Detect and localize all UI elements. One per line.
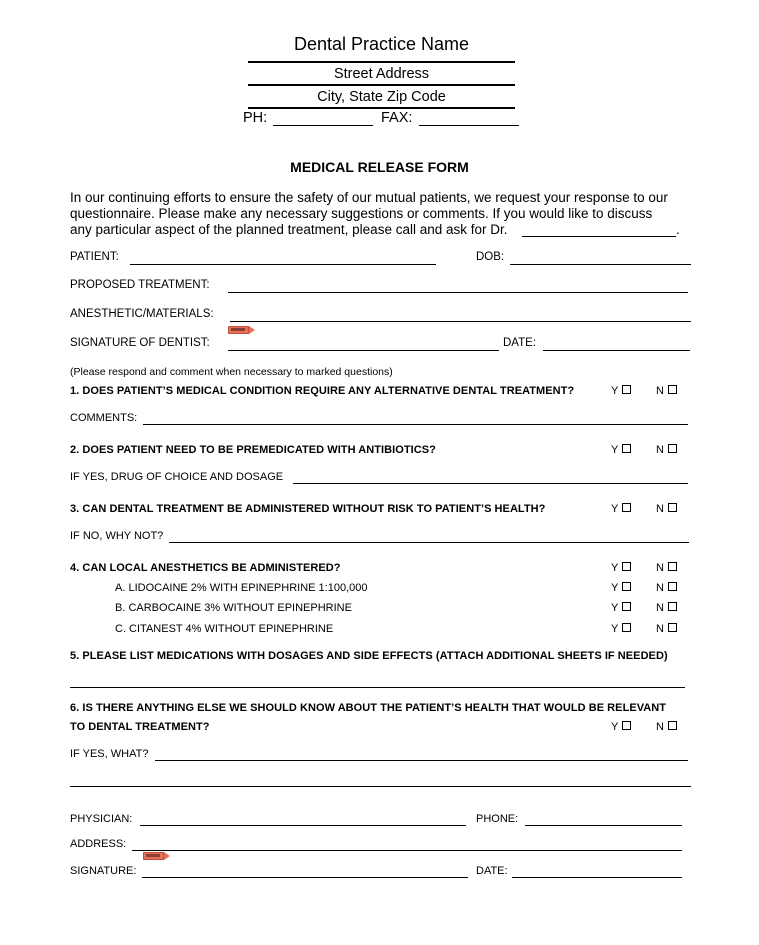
phone-label: PH: — [243, 110, 268, 126]
checkbox-icon — [668, 623, 677, 632]
question-6: 6. IS THERE ANYTHING ELSE WE SHOULD KNOW ABOUT THE PATIENT’S HEALTH THAT WOULD BE RELEVANT — [70, 702, 667, 714]
city-state-zip: City, State Zip Code — [317, 89, 446, 105]
comments-field[interactable] — [143, 424, 688, 425]
street-address: Street Address — [333, 66, 430, 82]
anesthetic-field[interactable] — [230, 321, 691, 322]
checkbox-icon — [668, 602, 677, 611]
checkbox-icon — [622, 623, 631, 632]
sign-here-flag[interactable] — [228, 326, 254, 334]
instructions: (Please respond and comment when necessary to marked questions) — [70, 366, 393, 378]
question-1: 1. DOES PATIENT’S MEDICAL CONDITION REQUIRE ANY ALTERNATIVE DENTAL TREATMENT? — [70, 385, 575, 397]
physician-phone-field[interactable] — [525, 825, 682, 826]
no-checkbox[interactable]: N — [656, 623, 677, 635]
date-label: DATE: — [503, 337, 537, 349]
address-label: ADDRESS: — [70, 838, 127, 850]
no-checkbox[interactable]: N — [656, 562, 677, 574]
no-checkbox[interactable]: N — [656, 444, 677, 456]
yes-checkbox[interactable]: Y — [611, 582, 631, 594]
anesthetic-option-a: A. LIDOCAINE 2% WITH EPINEPHRINE 1:100,000 — [115, 582, 368, 594]
yes-checkbox[interactable]: Y — [611, 721, 631, 733]
phone-field[interactable] — [273, 125, 373, 126]
checkbox-icon — [668, 721, 677, 730]
yes-checkbox[interactable]: Y — [611, 385, 631, 397]
checkbox-icon — [668, 503, 677, 512]
sign-here-flag[interactable] — [143, 852, 169, 860]
question-3: 3. CAN DENTAL TREATMENT BE ADMINISTERED WITHOUT RISK TO PATIENT’S HEALTH? — [70, 503, 546, 515]
patient-field[interactable] — [130, 264, 436, 265]
header-divider — [248, 107, 515, 109]
checkbox-icon — [622, 444, 631, 453]
proposed-treatment-field[interactable] — [228, 292, 688, 293]
header-divider — [248, 61, 515, 63]
intro-line-1: In our continuing efforts to ensure the safety of our mutual patients, we request your response to our — [70, 190, 668, 205]
why-not-field[interactable] — [169, 542, 689, 543]
checkbox-icon — [622, 721, 631, 730]
additional-info-field[interactable] — [70, 786, 691, 787]
dob-label: DOB: — [476, 251, 505, 263]
physician-signature-field[interactable] — [142, 877, 468, 878]
medications-field[interactable] — [70, 687, 685, 688]
question-6-continued: TO DENTAL TREATMENT? — [70, 721, 210, 733]
patient-label: PATIENT: — [70, 251, 119, 263]
no-checkbox[interactable]: N — [656, 602, 677, 614]
drug-dosage-label: IF YES, DRUG OF CHOICE AND DOSAGE — [70, 471, 284, 483]
yes-checkbox[interactable]: Y — [611, 444, 631, 456]
question-2: 2. DOES PATIENT NEED TO BE PREMEDICATED WITH ANTIBIOTICS? — [70, 444, 436, 456]
yes-checkbox[interactable]: Y — [611, 562, 631, 574]
intro-period: . — [676, 222, 680, 237]
header-divider — [248, 84, 515, 86]
intro-line-3: any particular aspect of the planned treatment, please call and ask for Dr. — [70, 222, 508, 237]
checkbox-icon — [622, 582, 631, 591]
anesthetic-label: ANESTHETIC/MATERIALS: — [70, 308, 214, 320]
yes-checkbox[interactable]: Y — [611, 623, 631, 635]
physician-field[interactable] — [140, 825, 466, 826]
doctor-name-field[interactable] — [522, 236, 676, 237]
checkbox-icon — [668, 385, 677, 394]
signature-dentist-field[interactable] — [228, 350, 499, 351]
checkbox-icon — [622, 602, 631, 611]
anesthetic-option-b: B. CARBOCAINE 3% WITHOUT EPINEPHRINE — [115, 602, 352, 614]
checkbox-icon — [668, 562, 677, 571]
if-yes-what-field[interactable] — [155, 760, 688, 761]
dob-field[interactable] — [510, 264, 691, 265]
physician-date-field[interactable] — [512, 877, 682, 878]
physician-date-label: DATE: — [476, 865, 508, 877]
checkbox-icon — [622, 503, 631, 512]
comments-label: COMMENTS: — [70, 412, 138, 424]
physician-phone-label: PHONE: — [476, 813, 519, 825]
yes-checkbox[interactable]: Y — [611, 503, 631, 515]
question-4: 4. CAN LOCAL ANESTHETICS BE ADMINISTERED? — [70, 562, 341, 574]
fax-label: FAX: — [381, 110, 413, 126]
signature-dentist-label: SIGNATURE OF DENTIST: — [70, 337, 210, 349]
anesthetic-option-c: C. CITANEST 4% WITHOUT EPINEPHRINE — [115, 623, 334, 635]
question-5: 5. PLEASE LIST MEDICATIONS WITH DOSAGES AND SIDE EFFECTS (ATTACH ADDITIONAL SHEETS IF NEEDED) — [70, 650, 668, 662]
proposed-treatment-label: PROPOSED TREATMENT: — [70, 279, 210, 291]
date-field[interactable] — [543, 350, 690, 351]
checkbox-icon — [622, 562, 631, 571]
no-checkbox[interactable]: N — [656, 385, 677, 397]
if-yes-what-label: IF YES, WHAT? — [70, 748, 149, 760]
practice-name: Dental Practice Name — [293, 34, 470, 54]
intro-line-2: questionnaire. Please make any necessary suggestions or comments. If you would like to discuss — [70, 206, 653, 221]
checkbox-icon — [622, 385, 631, 394]
no-checkbox[interactable]: N — [656, 721, 677, 733]
no-checkbox[interactable]: N — [656, 582, 677, 594]
no-checkbox[interactable]: N — [656, 503, 677, 515]
physician-label: PHYSICIAN: — [70, 813, 133, 825]
form-title: MEDICAL RELEASE FORM — [290, 159, 469, 175]
why-not-label: IF NO, WHY NOT? — [70, 530, 164, 542]
yes-checkbox[interactable]: Y — [611, 602, 631, 614]
address-field[interactable] — [132, 850, 682, 851]
checkbox-icon — [668, 444, 677, 453]
checkbox-icon — [668, 582, 677, 591]
physician-signature-label: SIGNATURE: — [70, 865, 137, 877]
drug-dosage-field[interactable] — [293, 483, 688, 484]
fax-field[interactable] — [419, 125, 519, 126]
